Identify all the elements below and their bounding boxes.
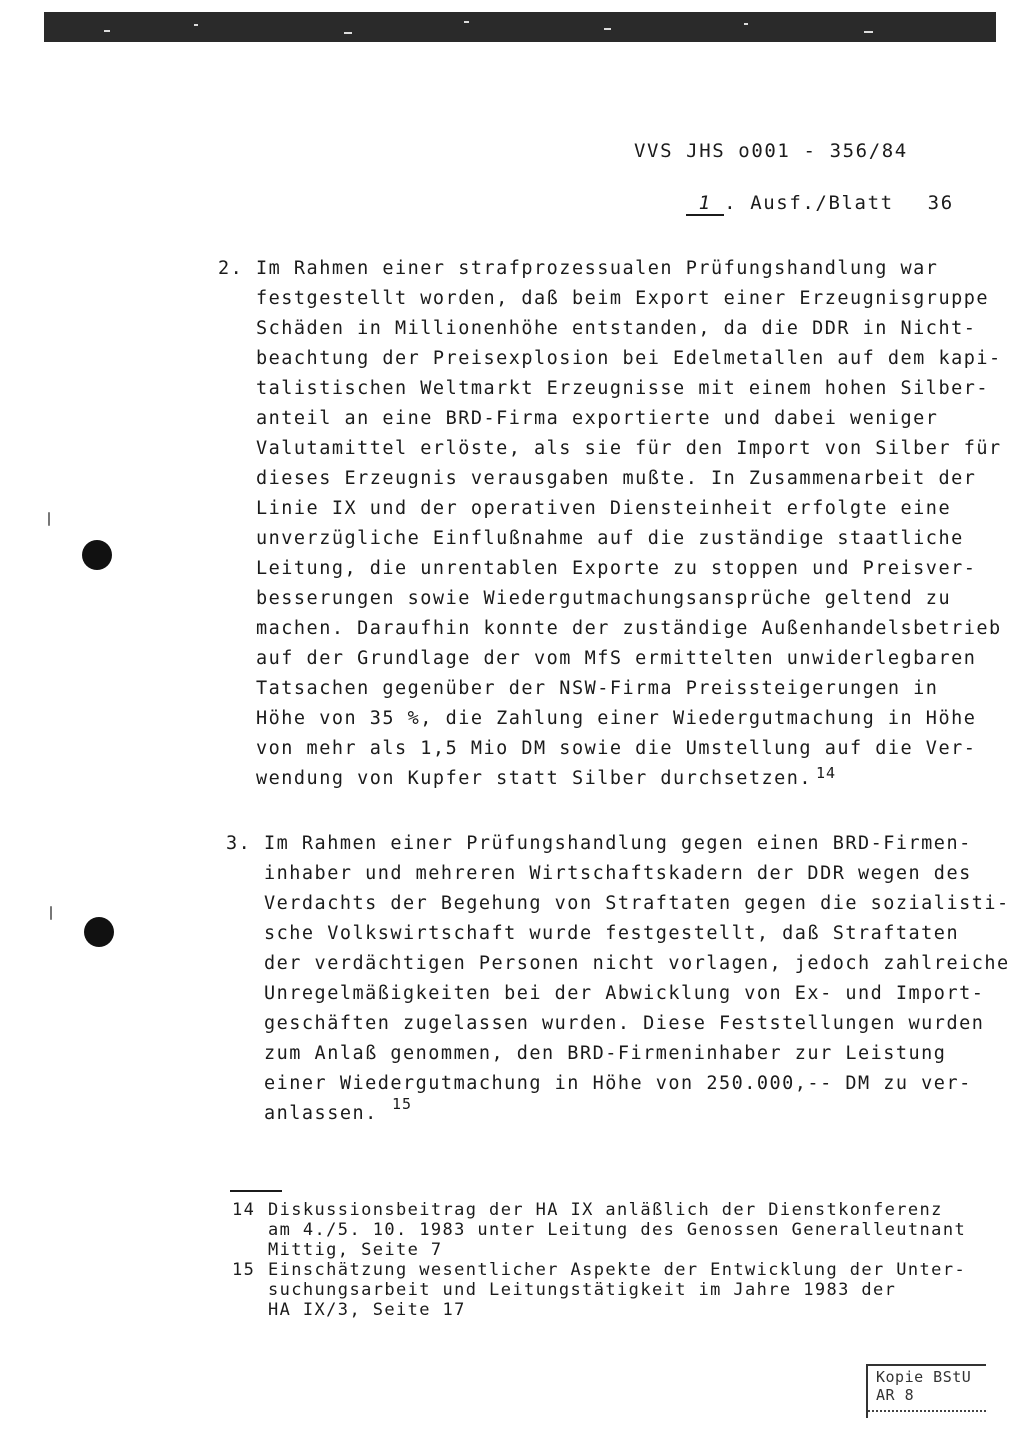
footnote-number: 14 (232, 1200, 256, 1220)
document-reference: VVS JHS o001 - 356/84 (634, 140, 908, 162)
footnote-separator (230, 1190, 282, 1192)
copy-and-page-line (634, 170, 954, 238)
paragraph-line: Valutamittel erlöste, als sie für den Import von Silber für (256, 438, 1002, 459)
footnote-line: HA IX/3, Seite 17 (268, 1300, 466, 1320)
paragraph-line: Leitung, die unrentablen Exporte zu stoppen und Preisver- (256, 558, 977, 579)
footnote-line: Mittig, Seite 7 (268, 1240, 443, 1260)
punch-hole-upper (82, 540, 112, 570)
scan-edge-bar (44, 12, 996, 42)
paragraph-line: besserungen sowie Wiedergutmachungsansprüche geltend zu (256, 588, 952, 609)
copy-label: . Ausf./Blatt (724, 192, 894, 214)
paragraph-number: 2. (218, 258, 244, 279)
page-number: 36 (927, 192, 954, 214)
paragraph-line: Verdachts der Begehung von Straftaten gegen die sozialisti- (264, 893, 1010, 914)
scan-mark (50, 906, 52, 920)
copy-number: 1 (686, 192, 724, 216)
paragraph-line: machen. Daraufhin konnte der zuständige Außenhandelsbetrieb (256, 618, 1002, 639)
footnote-line: Diskussionsbeitrag der HA IX anläßlich der Dienstkonferenz (268, 1200, 943, 1220)
stamp-line: AR 8 (876, 1386, 915, 1404)
paragraph-line: unverzügliche Einflußnahme auf die zuständige staatliche (256, 528, 964, 549)
paragraph-line: dieses Erzeugnis verausgaben mußte. In Zusammenarbeit der (256, 468, 977, 489)
paragraph-line: von mehr als 1,5 Mio DM sowie die Umstellung auf die Ver- (256, 738, 977, 759)
footnote-line: suchungsarbeit und Leitungstätigkeit im Jahre 1983 der (268, 1280, 897, 1300)
stamp-border (868, 1410, 986, 1412)
paragraph-line: der verdächtigen Personen nicht vorlagen, jedoch zahlreiche (264, 953, 1010, 974)
paragraph-line: Im Rahmen einer Prüfungshandlung gegen einen BRD-Firmen- (264, 833, 972, 854)
paragraph-line: anlassen. (264, 1103, 378, 1124)
footnote-reference: 14 (816, 764, 837, 782)
paragraph-line: zum Anlaß genommen, den BRD-Firmeninhaber zur Leistung (264, 1043, 947, 1064)
paragraph-line: Unregelmäßigkeiten bei der Abwicklung von Ex- und Import- (264, 983, 985, 1004)
footnote-number: 15 (232, 1260, 256, 1280)
paragraph-line: Höhe von 35 %, die Zahlung einer Wiedergutmachung in Höhe (256, 708, 977, 729)
paragraph-line: talistischen Weltmarkt Erzeugnisse mit einem hohen Silber- (256, 378, 990, 399)
paragraph-line: Schäden in Millionenhöhe entstanden, da die DDR in Nicht- (256, 318, 977, 339)
stamp-line: Kopie BStU (876, 1368, 972, 1386)
paragraph-line: einer Wiedergutmachung in Höhe von 250.000,-- DM zu ver- (264, 1073, 972, 1094)
paragraph-line: beachtung der Preisexplosion bei Edelmetallen auf dem kapi- (256, 348, 1002, 369)
paragraph-line: wendung von Kupfer statt Silber durchsetzen. (256, 768, 813, 789)
footnote-line: am 4./5. 10. 1983 unter Leitung des Genossen Generalleutnant (268, 1220, 967, 1240)
archive-stamp (866, 1364, 986, 1418)
paragraph-line: geschäften zugelassen wurden. Diese Feststellungen wurden (264, 1013, 985, 1034)
paragraph-line: inhaber und mehreren Wirtschaftskadern der DDR wegen des (264, 863, 972, 884)
footnote-line: Einschätzung wesentlicher Aspekte der Entwicklung der Unter- (268, 1260, 967, 1280)
scan-mark (48, 512, 50, 526)
paragraph-line: sche Volkswirtschaft wurde festgestellt, daß Straftaten (264, 923, 960, 944)
punch-hole-lower (84, 917, 114, 947)
paragraph-line: festgestellt worden, daß beim Export einer Erzeugnisgruppe (256, 288, 990, 309)
paragraph-line: anteil an eine BRD-Firma exportierte und dabei weniger (256, 408, 939, 429)
paragraph-line: Linie IX und der operativen Diensteinheit erfolgte eine (256, 498, 952, 519)
paragraph-line: auf der Grundlage der vom MfS ermittelten unwiderlegbaren (256, 648, 977, 669)
footnote-reference: 15 (392, 1095, 413, 1113)
paragraph-number: 3. (226, 833, 252, 854)
paragraph-line: Im Rahmen einer strafprozessualen Prüfungshandlung war (256, 258, 939, 279)
paragraph-line: Tatsachen gegenüber der NSW-Firma Preissteigerungen in (256, 678, 939, 699)
